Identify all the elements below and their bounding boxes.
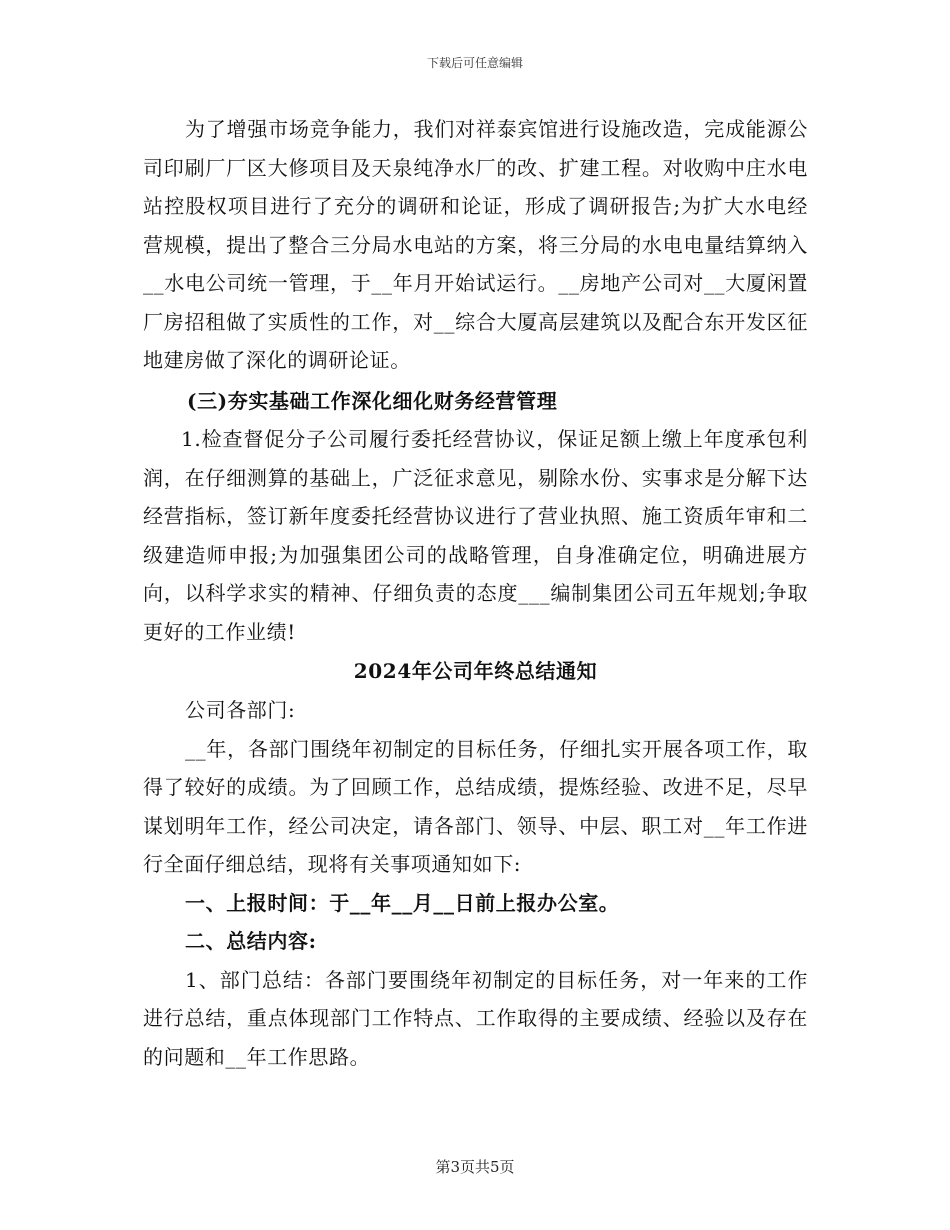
salutation: 公司各部门: [185, 698, 296, 722]
header-note: 下载后可任意编辑 [426, 56, 523, 70]
section-title-finance: (三)夯实基础工作深化细化财务经营管理 [187, 388, 558, 413]
paragraph-notice-intro: __年，各部门围绕年初制定的目标任务，仔细扎实开展各项工作，取得了较好的成绩。为了回顾工作，总结成绩，提炼经验、改进不足，尽早谋划明年工作，经公司决定，请各部门、领导、中层、职工对__年工作进行全面仔细总结，现将有关事项通知如下: [143, 736, 808, 876]
document-body [143, 110, 808, 1076]
notice-title: 2024年公司年终总结通知 [353, 659, 598, 683]
item-report-deadline: 一、上报时间：于__年__月__日前上报办公室。 [185, 890, 620, 915]
paragraph-facility-upgrade: 为了增强市场竞争能力，我们对祥泰宾馆进行设施改造，完成能源公司印刷厂厂区大修项目及天泉纯净水厂的改、扩建工程。对收购中庄水电站控股权项目进行了充分的调研和论证，形成了调研报告;为扩大水电经营规模，提出了整合三分局水电站的方案，将三分局的水电电量结算纳入__水电公司统一管理，于__年月开始试运行。__房地产公司对__大厦闲置厂房招租做了实质性的工作，对__综合大厦高层建筑以及配合东开发区征地建房做了深化的调研论证。 [143, 117, 808, 372]
page-number: 第3页共5页 [435, 1158, 515, 1176]
paragraph-department-summary: 1、部门总结：各部门要围绕年初制定的目标任务，对一年来的工作进行总结，重点体现部门工作特点、工作取得的主要成绩、经验以及存在的问题和__年工作思路。 [143, 967, 808, 1069]
paragraph-supervision: 1.检查督促分子公司履行委托经营协议，保证足额上缴上年度承包利润，在仔细测算的基础上，广泛征求意见，剔除水份、实事求是分解下达经营指标，签订新年度委托经营协议进行了营业执照、施工资质年审和二级建造师申报;为加强集团公司的战略管理，自身准确定位，明确进展方向，以科学求实的精神、仔细负责的态度___编制集团公司五年规划;争取更好的工作业绩! [143, 427, 809, 644]
item-summary-content: 二、总结内容: [185, 929, 317, 953]
